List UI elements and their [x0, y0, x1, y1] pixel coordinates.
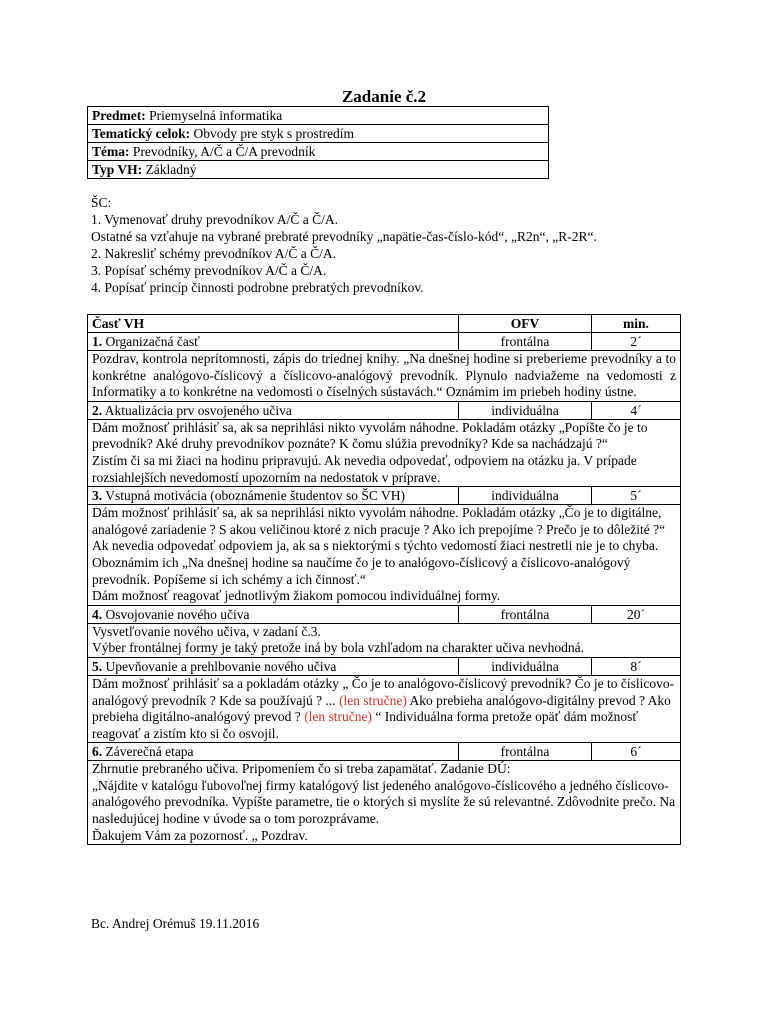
desc-note: (len stručne): [304, 709, 373, 725]
info-row: [88, 125, 549, 143]
info-label: Predmet:: [92, 108, 146, 123]
phase-ofv: frontálna: [459, 743, 592, 761]
phase-number: 4.: [92, 606, 103, 622]
phase-row: [88, 333, 681, 351]
phase-number: 3.: [92, 488, 103, 504]
info-table: [87, 106, 549, 179]
phase-description: [88, 675, 681, 742]
phase-name: [88, 333, 459, 351]
phase-number: 5.: [92, 658, 103, 674]
info-row: [88, 143, 549, 161]
page-title: Zadanie č.2: [341, 87, 427, 106]
phase-title: Upevňovanie a prehlbovanie nového učiva: [105, 658, 337, 674]
phase-ofv: individuálna: [459, 401, 592, 419]
phase-min: 6´: [592, 743, 681, 761]
phase-desc-row: [88, 351, 681, 402]
phase-min: 2´: [592, 333, 681, 351]
header-min: min.: [592, 315, 681, 333]
phase-desc-row: [88, 623, 681, 657]
info-cell: [88, 143, 549, 161]
objective-line: 3. Popísať schémy prevodníkov A/Č a Č/A.: [91, 263, 327, 278]
phase-row: [88, 487, 681, 505]
info-label: Téma:: [92, 144, 130, 159]
info-value: Obvody pre styk s prostredím: [193, 126, 354, 141]
info-value: Základný: [145, 162, 197, 177]
phase-name: [88, 401, 459, 419]
objective-line: 4. Popísať princíp činnosti podrobne prebratých prevodníkov.: [91, 280, 424, 295]
phase-number: 1.: [92, 334, 103, 349]
phase-ofv: individuálna: [459, 657, 592, 675]
header-ofv: OFV: [459, 315, 592, 333]
info-row: [88, 161, 549, 179]
phase-title: Osvojovanie nového učiva: [105, 606, 250, 622]
info-value: Prevodníky, A/Č a Č/A prevodník: [132, 144, 316, 159]
phase-description: Dám možnosť prihlásiť sa, ak sa neprihlási nikto vyvolám náhodne. Pokladám otázky „Čo je to digitálne, analógové zariadenie ? S akou veličinou ktoré z nich pracuje ? Ako ich prepojíme ? Prečo je to dôležité ?“ Ak nevedia odpovedať odpoviem ja, ak sa s niektorými s týchto vedomostí žiaci nestretli nie je to chyba. Oboznámim ich „Na dnešnej hodine sa naučíme čo je to analógovo-číslicový a číslicovo-analógový prevodník. Popíšeme si ich schémy a ich činnosť.“ Dám možnosť reagovať jednotlivým žiakom pomocou individuálnej formy.: [88, 505, 681, 606]
phase-min: 5´: [592, 487, 681, 505]
info-value: Priemyselná informatika: [149, 108, 283, 123]
phase-min: 4´: [592, 401, 681, 419]
author-signature-line: Bc. Andrej Orémuš 19.11.2016: [91, 916, 260, 931]
phase-name: [88, 657, 459, 675]
phase-desc-row: [88, 505, 681, 606]
desc-text: Ako prebieha analógovo-digitálny prevod ? Ako prebieha digitálno-analógový prevod ?: [92, 692, 671, 725]
info-row: [88, 107, 549, 125]
objective-line: 1. Vymenovať druhy prevodníkov A/Č a Č/A.: [91, 212, 339, 227]
lesson-plan-table: [87, 314, 681, 845]
phase-title: Záverečná etapa: [105, 744, 194, 760]
desc-note: (len stručne): [339, 692, 407, 708]
phase-min: 20´: [592, 605, 681, 623]
phase-row: [88, 401, 681, 419]
table-header-row: [88, 315, 681, 333]
phase-description: Pozdrav, kontrola neprítomnosti, zápis do triednej knihy. „Na dnešnej hodine si preberieme prevodníky a to konkrétne analógovo-číslicový a číslicovo-analógový prevodník. Plynulo nadviažeme na vedomosti z Informatiky a to konkrétne na vedomosti o číselných sústavách.“ Oznámim im priebeh hodiny ústne.: [88, 351, 681, 402]
phase-min: 8´: [592, 657, 681, 675]
phase-name: [88, 487, 459, 505]
phase-row: [88, 605, 681, 623]
phase-description: Zhrnutie prebraného učiva. Pripomeniem čo si treba zapamätať. Zadanie DÚ: „Nájdite v katalógu ľubovoľnej firmy katalógový list jedeného analógovo-číslicového a jedného číslicovo-analógového prevodníka. Vypíšte parametre, tie o ktorých si myslíte že sú relevantné. Zdôvodnite prečo. Na nasledujúcej hodine v úvode sa o tom porozprávame. Ďakujem Vám za pozornosť. „ Pozdrav.: [88, 761, 681, 845]
phase-name: [88, 743, 459, 761]
phase-description: Dám možnosť prihlásiť sa, ak sa neprihlási nikto vyvolám náhodne. Pokladám otázky „Popíšte čo je to prevodník? Aké druhy prevodníkov poznáte? K čomu slúžia prevodníky? Kde sa nachádzajú ?“ Zistím či sa mi žiaci na hodinu pripravujú. Ak nevedia odpovedať, odpoviem na otázku ja. V prípade rozsiahlejších nevedomostí upozorním na nedostatok v príprave.: [88, 419, 681, 486]
info-cell: [88, 125, 549, 143]
phase-description: Vysvetľovanie nového učiva, v zadaní č.3. Výber frontálnej formy je taký pretože iná by bola vzhľadom na charakter učiva nevhodná.: [88, 623, 681, 657]
phase-ofv: frontálna: [459, 333, 592, 351]
desc-text: “ Individuálna forma pretože opäť dám možnosť reagovať a zistím kto si čo osvojil.: [92, 709, 639, 741]
info-cell: [88, 107, 549, 125]
objectives-heading: ŠC:: [91, 195, 112, 210]
phase-title: Aktualizácia prv osvojeného učiva: [104, 402, 292, 418]
phase-ofv: individuálna: [459, 487, 592, 505]
phase-name: [88, 605, 459, 623]
header-part: Časť VH: [88, 315, 459, 333]
phase-desc-row: [88, 761, 681, 845]
info-label: Tematický celok:: [92, 126, 191, 141]
objective-line: Ostatné sa vzťahuje na vybrané prebraté prevodníky „napätie-čas-číslo-kód“, „R2n“, „R-2R“.: [91, 229, 597, 244]
objectives-block: [91, 194, 597, 296]
phase-number: 2.: [92, 402, 103, 418]
phase-desc-row: [88, 419, 681, 486]
phase-title: Organizačná časť: [105, 334, 200, 349]
phase-ofv: frontálna: [459, 605, 592, 623]
objective-line: 2. Nakresliť schémy prevodníkov A/Č a Č/A.: [91, 246, 336, 261]
phase-row: [88, 657, 681, 675]
desc-text: Dám možnosť prihlásiť sa a pokladám otázky „ Čo je to analógovo-číslicový prevodník? Čo je to číslicovo-analógový prevodník ? Kde sa používajú ? ...: [92, 675, 675, 708]
phase-number: 6.: [92, 744, 103, 760]
phase-row: [88, 743, 681, 761]
info-cell: [88, 161, 549, 179]
info-label: Typ VH:: [92, 162, 143, 177]
phase-desc-row: [88, 675, 681, 742]
phase-title: Vstupná motivácia (oboznámenie študentov so ŠC VH): [105, 488, 405, 504]
